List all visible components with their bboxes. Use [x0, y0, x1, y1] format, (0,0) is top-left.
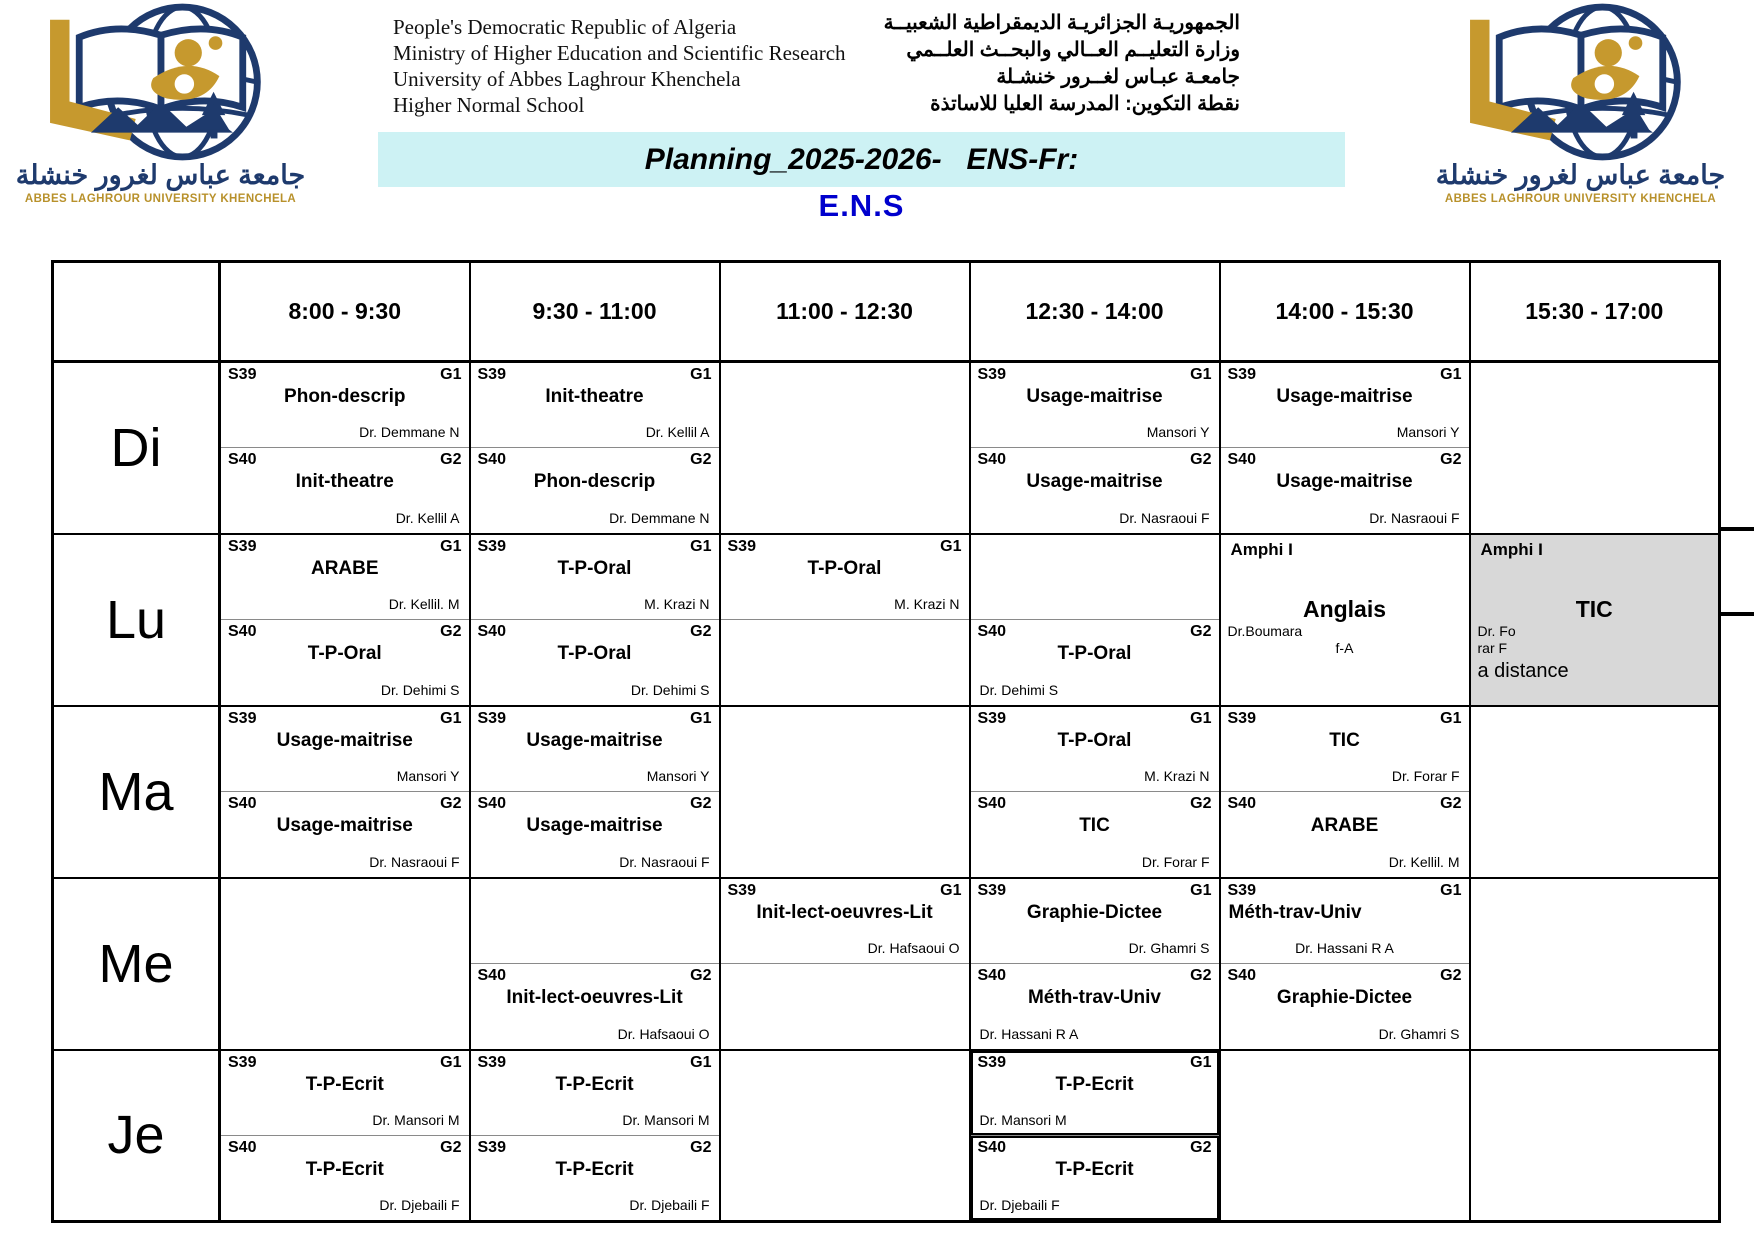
- group-label: G1: [690, 366, 712, 383]
- teacher-name: Dr. Djebaili F: [379, 1197, 460, 1213]
- empty-cell: [1220, 1050, 1470, 1222]
- group-label: G2: [1190, 451, 1212, 468]
- empty-cell: [720, 620, 970, 706]
- room-label: S39: [1227, 881, 1256, 899]
- university-logo-left: [8, 2, 313, 205]
- group-label: G2: [440, 623, 462, 640]
- teacher-name: Dr. Ghamri S: [1128, 940, 1210, 956]
- group-label: G2: [1440, 967, 1462, 984]
- room-label: S40: [228, 795, 257, 812]
- room-label: S39: [727, 537, 756, 555]
- teacher-name: Dr. Hassani R A: [1295, 940, 1394, 956]
- institution-block-en: [393, 14, 846, 118]
- institution-line: وزارة التعليــم العــالي والبحــث العلــمي: [906, 39, 1240, 61]
- teacher-name: Mansori Y: [646, 768, 710, 784]
- timetable-cell: [220, 362, 470, 448]
- timetable-cell: [1470, 534, 1720, 706]
- empty-cell: [970, 534, 1220, 620]
- note-label: a distance: [1477, 659, 1569, 682]
- logo-name-arabic: جامعة عباس لغرور خنشلة: [15, 160, 306, 190]
- group-label: G2: [1190, 967, 1212, 984]
- timetable-cell: [970, 792, 1220, 878]
- teacher-name: Dr.Boumara: [1227, 622, 1303, 639]
- teacher-name: Dr. Kellil. M: [1388, 853, 1460, 870]
- room-label: S40: [1227, 967, 1256, 984]
- course-name: Usage-maitrise: [526, 729, 663, 751]
- course-name: Usage-maitrise: [1026, 386, 1163, 407]
- group-label: G2: [690, 1139, 712, 1156]
- teacher-name: Dr. Mansori M: [979, 1112, 1067, 1128]
- group-label: G2: [690, 451, 712, 468]
- title-banner: [378, 132, 1345, 187]
- group-label: G2: [1190, 1139, 1212, 1156]
- course-name: TIC: [1575, 595, 1613, 622]
- group-label: G2: [1440, 795, 1462, 812]
- room-label: S40: [228, 451, 257, 468]
- logo-name-english: ABBES LAGHROUR UNIVERSITY KHENCHELA: [24, 193, 297, 205]
- teacher-name: Dr. Kellil. M: [388, 596, 460, 612]
- course-name: Usage-maitrise: [1276, 386, 1413, 407]
- teacher-name: Dr. Hassani R A: [979, 1025, 1079, 1042]
- room-label: S39: [977, 366, 1006, 383]
- empty-cell: [720, 1050, 970, 1222]
- timetable-cell: [970, 878, 1220, 964]
- teacher-name: Dr. Nasraoui F: [1369, 509, 1460, 526]
- course-name: T-P-Ecrit: [1055, 1073, 1134, 1095]
- course-name: T-P-Ecrit: [305, 1159, 384, 1180]
- institution-line: People's Democratic Republic of Algeria: [393, 15, 737, 39]
- teacher-name: Mansori Y: [1396, 424, 1460, 440]
- group-label: G1: [690, 1053, 712, 1071]
- room-label: S40: [977, 1139, 1006, 1156]
- room-label: S40: [477, 795, 506, 812]
- room-label: S40: [1227, 795, 1256, 812]
- teacher-name: Mansori Y: [396, 768, 460, 784]
- empty-cell: [470, 878, 720, 964]
- teacher-name: Dr. Dehimi S: [380, 681, 460, 698]
- timetable-cell: [1220, 448, 1470, 534]
- timetable-cell: [470, 706, 720, 792]
- group-label: G2: [690, 967, 712, 984]
- time-slot-header: 15:30 - 17:00: [1470, 262, 1720, 362]
- teacher-name: Dr. Nasraoui F: [1119, 509, 1210, 526]
- group-label: G2: [690, 795, 712, 812]
- venue-label: Amphi I: [1230, 539, 1293, 559]
- timetable-cell: [470, 1136, 720, 1222]
- teacher-name: Dr. Demmane N: [359, 424, 460, 440]
- room-label: S39: [977, 1053, 1006, 1071]
- teacher-name: Dr. Dehimi S: [979, 681, 1059, 698]
- empty-cell: [720, 706, 970, 878]
- school-abbr: E.N.S: [818, 188, 905, 223]
- group-label: G1: [1190, 709, 1212, 727]
- institution-line: جامعـة عبـاس لغــرور خنشـلة: [996, 66, 1240, 88]
- group-label: G1: [1190, 366, 1212, 383]
- institution-block-ar: [880, 10, 1240, 118]
- room-label: S39: [727, 881, 756, 899]
- teacher-name: Dr. Ghamri S: [1378, 1025, 1460, 1042]
- timetable-cell: [220, 448, 470, 534]
- timetable-cell: [1220, 792, 1470, 878]
- course-name: Méth-trav-Univ: [1027, 987, 1161, 1008]
- timetable-cell: [1220, 878, 1470, 964]
- room-label: S39: [1227, 709, 1256, 727]
- course-name: Graphie-Dictee: [1026, 901, 1163, 923]
- venue-label: Amphi I: [1480, 539, 1543, 559]
- group-label: G1: [940, 537, 962, 555]
- teacher-name: Dr. Hafsaoui O: [617, 1025, 710, 1042]
- timetable-cell: [220, 1136, 470, 1222]
- course-name: T-P-Ecrit: [555, 1073, 634, 1095]
- empty-cell: [1470, 1050, 1720, 1222]
- room-label: S39: [228, 1053, 257, 1071]
- timetable-cell: [970, 706, 1220, 792]
- institution-line: University of Abbes Laghrour Khenchela: [393, 67, 741, 91]
- timetable-cell: [1220, 706, 1470, 792]
- group-label: G1: [690, 709, 712, 727]
- course-name: Init-theatre: [545, 386, 644, 407]
- institution-line: Higher Normal School: [393, 93, 585, 117]
- empty-cell: [720, 362, 970, 534]
- institution-line: الجمهوريـة الجزائريـة الديمقراطية الشعبيــة: [883, 12, 1240, 34]
- room-label: S39: [477, 537, 506, 555]
- teacher-name: Dr. Nasraoui F: [619, 853, 710, 870]
- room-label: S39: [228, 537, 257, 555]
- timetable-cell: [470, 792, 720, 878]
- empty-cell: [720, 964, 970, 1050]
- timetable-cell: [1220, 964, 1470, 1050]
- course-name: ARABE: [1310, 815, 1379, 836]
- group-label: G1: [440, 1053, 462, 1071]
- teacher-name: Dr. Kellil A: [645, 424, 710, 440]
- timetable-cell: [720, 878, 970, 964]
- room-label: S39: [477, 1053, 506, 1071]
- course-name: Anglais: [1302, 595, 1387, 622]
- room-label: S40: [477, 967, 506, 984]
- day-label: Lu: [53, 534, 220, 706]
- empty-cell: [220, 878, 470, 1050]
- teacher-name: f-A: [1335, 639, 1354, 656]
- teacher-name: M. Krazi N: [1144, 768, 1210, 784]
- teacher-name: Dr. Demmane N: [609, 509, 710, 526]
- timetable-cell: [970, 964, 1220, 1050]
- university-logo-right: [1428, 2, 1733, 205]
- course-name: Phon-descrip: [284, 386, 406, 407]
- teacher-name: Dr. Djebaili F: [629, 1197, 710, 1213]
- group-label: G1: [1190, 1053, 1212, 1071]
- course-name: T-P-Oral: [807, 557, 882, 579]
- course-name: ARABE: [310, 557, 379, 579]
- timetable-cell: [1220, 534, 1470, 706]
- empty-cell: [1470, 878, 1720, 1050]
- teacher-name: Dr. Kellil A: [395, 509, 460, 526]
- timetable-cell: [720, 534, 970, 620]
- timetable-cell: [220, 706, 470, 792]
- teacher-name: Mansori Y: [1146, 424, 1210, 440]
- room-label: S40: [228, 1139, 257, 1156]
- timetable-cell: [470, 448, 720, 534]
- group-label: G2: [1440, 451, 1462, 468]
- room-label: S39: [228, 366, 257, 383]
- course-name: Init-lect-oeuvres-Lit: [506, 987, 683, 1008]
- timetable-cell: [220, 792, 470, 878]
- timetable-cell: [470, 964, 720, 1050]
- course-name: T-P-Ecrit: [1055, 1159, 1134, 1180]
- group-label: G2: [1190, 623, 1212, 640]
- group-label: G2: [440, 451, 462, 468]
- course-name: Init-theatre: [295, 471, 394, 492]
- group-label: G2: [690, 623, 712, 640]
- teacher-name: Dr. Djebaili F: [979, 1197, 1060, 1213]
- university-logo-icon: [15, 2, 307, 162]
- teacher-name: M. Krazi N: [644, 596, 710, 612]
- room-label: S39: [477, 709, 506, 727]
- time-slot-header: 9:30 - 11:00: [470, 262, 720, 362]
- table-border-tick: [1718, 527, 1754, 531]
- timetable-cell: [970, 1136, 1220, 1222]
- empty-cell: [1470, 706, 1720, 878]
- banner-title: Planning_2025-2026- ENS-Fr:: [644, 143, 1079, 176]
- course-name: Méth-trav-Univ: [1228, 901, 1362, 923]
- course-name: T-P-Ecrit: [555, 1159, 634, 1180]
- group-label: G1: [940, 881, 962, 899]
- table-border-tick: [1718, 612, 1754, 616]
- timetable-cell: [220, 534, 470, 620]
- timetable-cell: [470, 1050, 720, 1136]
- room-label: S39: [477, 366, 506, 383]
- group-label: G1: [440, 366, 462, 383]
- time-slot-header: 8:00 - 9:30: [220, 262, 470, 362]
- group-label: G1: [1190, 881, 1212, 899]
- group-label: G1: [1440, 709, 1462, 727]
- room-label: S40: [977, 795, 1006, 812]
- room-label: S39: [477, 1139, 506, 1156]
- room-label: S39: [977, 881, 1006, 899]
- course-name: Usage-maitrise: [276, 729, 413, 751]
- teacher-name: Dr. Fo: [1477, 622, 1516, 639]
- course-name: T-P-Oral: [557, 643, 632, 664]
- teacher-name: Dr. Dehimi S: [630, 681, 710, 698]
- teacher-name: Dr. Forar F: [1391, 768, 1460, 784]
- group-label: G2: [440, 795, 462, 812]
- time-slot-header: 12:30 - 14:00: [970, 262, 1220, 362]
- timetable-cell: [970, 448, 1220, 534]
- room-label: S40: [477, 623, 506, 640]
- logo-name-english: ABBES LAGHROUR UNIVERSITY KHENCHELA: [1444, 193, 1717, 205]
- course-name: Usage-maitrise: [1026, 471, 1163, 492]
- teacher-name: M. Krazi N: [894, 596, 960, 612]
- timetable-cell: [220, 620, 470, 706]
- course-name: Usage-maitrise: [276, 815, 413, 836]
- timetable-cell: [970, 1050, 1220, 1136]
- course-name: Usage-maitrise: [1276, 471, 1413, 492]
- group-label: G1: [1440, 881, 1462, 899]
- teacher-name: Dr. Nasraoui F: [369, 853, 460, 870]
- teacher-name: Dr. Mansori M: [372, 1112, 460, 1128]
- timetable-cell: [470, 362, 720, 448]
- course-name: T-P-Oral: [557, 557, 632, 579]
- group-label: G1: [690, 537, 712, 555]
- group-label: G2: [440, 1139, 462, 1156]
- room-label: S40: [228, 623, 257, 640]
- room-label: S40: [977, 451, 1006, 468]
- timetable-cell: [970, 620, 1220, 706]
- teacher-name: Dr. Forar F: [1141, 853, 1210, 870]
- group-label: G1: [440, 709, 462, 727]
- corner-cell: [53, 262, 220, 362]
- course-name: Graphie-Dictee: [1276, 987, 1413, 1008]
- day-label: Me: [53, 878, 220, 1050]
- institution-line: Ministry of Higher Education and Scientific Research: [393, 41, 846, 65]
- group-label: G2: [1190, 795, 1212, 812]
- course-name: Phon-descrip: [533, 471, 656, 492]
- course-name: TIC: [1079, 815, 1110, 836]
- university-logo-icon: [1435, 2, 1727, 162]
- timetable-cell: [470, 534, 720, 620]
- timetable-cell: [470, 620, 720, 706]
- group-label: G1: [1440, 366, 1462, 383]
- room-label: S40: [977, 623, 1006, 640]
- room-label: S40: [977, 967, 1006, 984]
- timetable-cell: [220, 1050, 470, 1136]
- teacher-name: Dr. Hafsaoui O: [867, 940, 960, 956]
- course-name: T-P-Oral: [1057, 643, 1132, 664]
- teacher-name: rar F: [1477, 639, 1508, 656]
- planning-table: [51, 260, 1721, 1223]
- day-label: Ma: [53, 706, 220, 878]
- room-label: S40: [477, 451, 506, 468]
- teacher-name: Dr. Mansori M: [622, 1112, 710, 1128]
- logo-name-arabic: جامعة عباس لغرور خنشلة: [1435, 160, 1726, 190]
- room-label: S39: [1227, 366, 1256, 383]
- time-slot-header: 11:00 - 12:30: [720, 262, 970, 362]
- room-label: S40: [1227, 451, 1256, 468]
- day-label: Je: [53, 1050, 220, 1222]
- timetable-cell: [1220, 362, 1470, 448]
- group-label: G1: [440, 537, 462, 555]
- course-name: T-P-Oral: [1057, 729, 1132, 751]
- course-name: T-P-Ecrit: [305, 1073, 384, 1095]
- empty-cell: [1470, 362, 1720, 534]
- day-label: Di: [53, 362, 220, 534]
- room-label: S39: [977, 709, 1006, 727]
- time-slot-header: 14:00 - 15:30: [1220, 262, 1470, 362]
- room-label: S39: [228, 709, 257, 727]
- institution-line: نقطة التكوين: المدرسة العليا للاساتذة: [930, 93, 1240, 115]
- timetable-cell: [970, 362, 1220, 448]
- course-name: Usage-maitrise: [526, 815, 663, 836]
- course-name: Init-lect-oeuvres-Lit: [756, 901, 933, 923]
- course-name: T-P-Oral: [307, 643, 382, 664]
- course-name: TIC: [1329, 729, 1360, 751]
